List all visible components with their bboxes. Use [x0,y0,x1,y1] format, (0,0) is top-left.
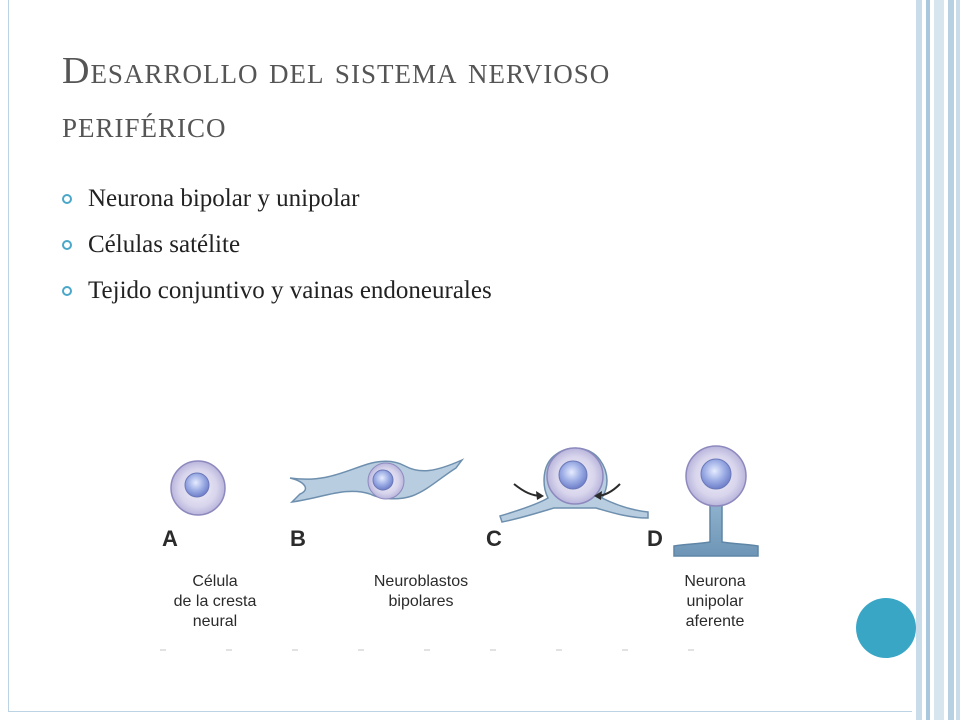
side-decoration-bars [916,0,960,720]
caption-d-line: Neurona [684,573,746,590]
caption-d-line: unipolar [686,593,744,610]
cell-a [171,461,225,515]
bullet-text: Células satélite [88,231,241,258]
bullet-item [62,176,492,222]
cell-b [290,460,462,502]
caption-d-line: aferente [685,613,745,630]
bullet-circle-icon [62,286,72,296]
caption-a [150,572,280,632]
bullet-list [62,176,492,314]
label-b: B [290,526,306,551]
bullet-text: Tejido conjuntivo y vainas endoneurales [88,277,492,304]
caption-a-line: neural [192,613,238,630]
bullet-item [62,222,492,268]
slide-title-line-2: periférico [62,104,227,146]
bullet-circle-icon [62,194,72,204]
label-c: C [486,526,502,551]
cell-c [500,448,648,522]
bullet-text: Neurona bipolar y unipolar [88,185,360,212]
bullet-item [62,268,492,314]
cell-d [674,446,758,556]
neuron-development-figure [150,438,770,658]
caption-b-line: bipolares [388,593,454,610]
bullet-circle-icon [62,240,72,250]
caption-b [346,572,496,612]
slide-title-line-1: Desarrollo del sistema nervioso [62,50,611,92]
caption-a-line: de la cresta [173,593,257,610]
caption-d [650,572,780,632]
label-d: D [647,526,663,551]
accent-circle [856,598,916,658]
slide-title [62,44,862,152]
caption-b-line: Neuroblastos [373,573,469,590]
caption-a-line: Célula [192,573,238,590]
label-a: A [162,526,178,551]
